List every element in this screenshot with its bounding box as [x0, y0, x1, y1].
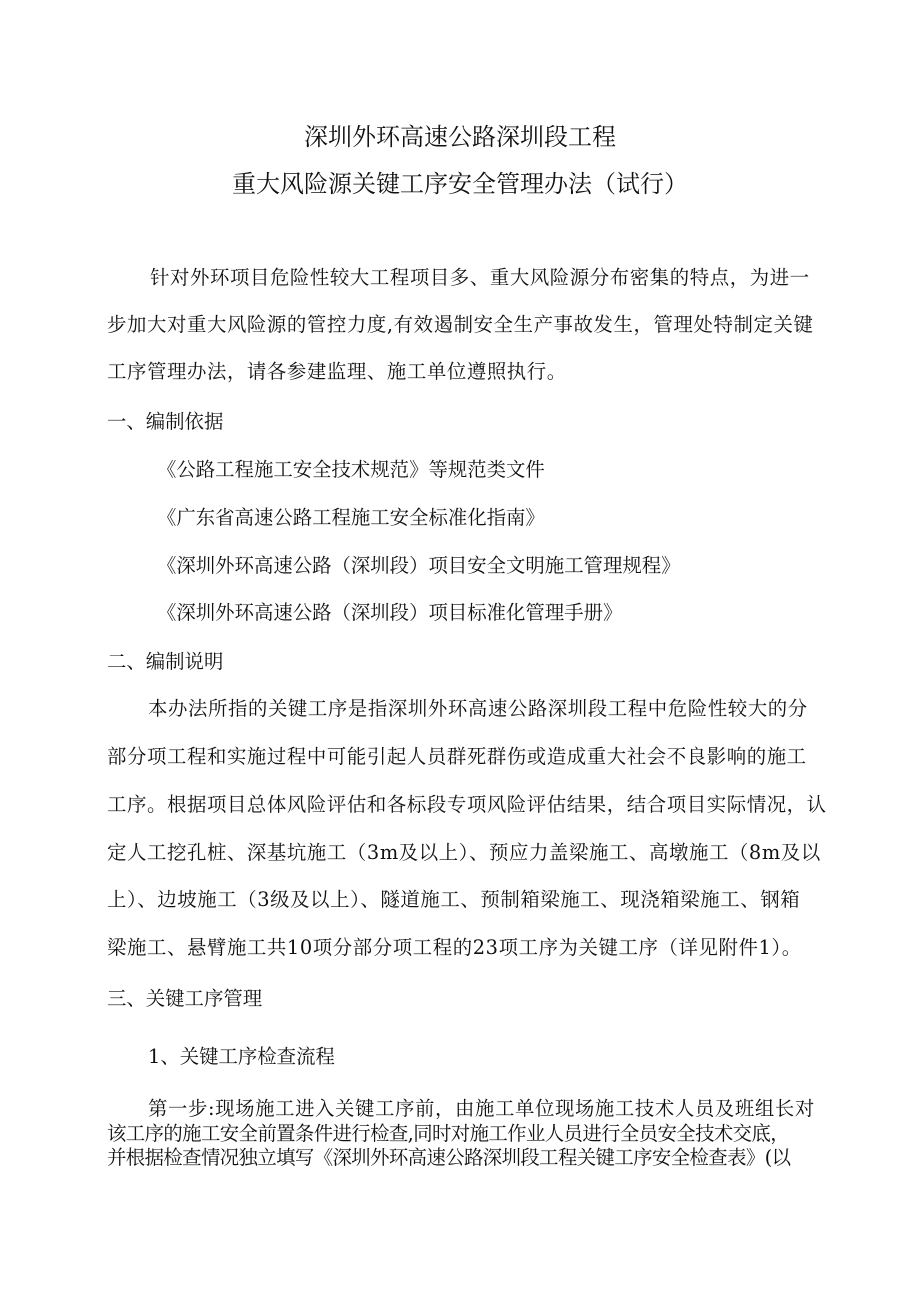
intro-line-3: 工序管理办法，请各参建监理、施工单位遵照执行。 [107, 360, 567, 383]
explanation-line-2: 部分项工程和实施过程中可能引起人员群死群伤或造成重大社会不良影响的施工 [107, 745, 807, 768]
step-line-2: 该工序的施工安全前置条件进行检查,同时对施工作业人员进行全员安全技术交底， [107, 1122, 790, 1145]
intro-line-2: 步加大对重大风险源的管控力度,有效遏制安全生产事故发生，管理处特制定关键 [107, 313, 814, 336]
section-heading-basis: 一、编制依据 [107, 410, 224, 433]
section-heading-explanation: 二、编制说明 [107, 650, 224, 673]
intro-line-1: 针对外环项目危险性较大工程项目多、重大风险源分布密集的特点，为进一 [150, 266, 810, 289]
sub-heading-inspection-flow: 1、关键工序检查流程 [148, 1045, 335, 1068]
section-heading-key-process: 三、关键工序管理 [107, 987, 263, 1010]
step-line-3: 并根据检查情况独立填写《深圳外环高速公路深圳段工程关键工序安全检查表》(以 [107, 1146, 791, 1169]
step-line-1: 第一步:现场施工进入关键工序前，由施工单位现场施工技术人员及班组长对 [148, 1097, 815, 1120]
explanation-line-4: 定人工挖孔桩、深基坑施工（3m及以上）、预应力盖梁施工、高墩施工（8m及以 [107, 841, 821, 864]
reference-item-3: 《深圳外环高速公路（深圳段）项目安全文明施工管理规程》 [157, 554, 681, 577]
reference-item-1: 《公路工程施工安全技术规范》等规范类文件 [157, 458, 545, 481]
document-title-line-2: 重大风险源关键工序安全管理办法（试行） [232, 170, 688, 198]
reference-item-2: 《广东省高速公路工程施工安全标准化指南》 [157, 506, 545, 529]
explanation-line-1: 本办法所指的关键工序是指深圳外环高速公路深圳段工程中危险性较大的分 [148, 697, 808, 720]
document-title-line-1: 深圳外环高速公路深圳段工程 [304, 123, 616, 151]
reference-item-4: 《深圳外环高速公路（深圳段）项目标准化管理手册》 [157, 601, 623, 624]
explanation-line-5: 上）、边坡施工（3级及以上）、隧道施工、预制箱梁施工、现浇箱梁施工、钢箱 [107, 888, 801, 911]
explanation-line-3: 工序。根据项目总体风险评估和各标段专项风险评估结果，结合项目实际情况，认 [107, 793, 827, 816]
explanation-line-6: 梁施工、悬臂施工共10项分部分项工程的23项工序为关键工序（详见附件1）。 [107, 936, 802, 959]
